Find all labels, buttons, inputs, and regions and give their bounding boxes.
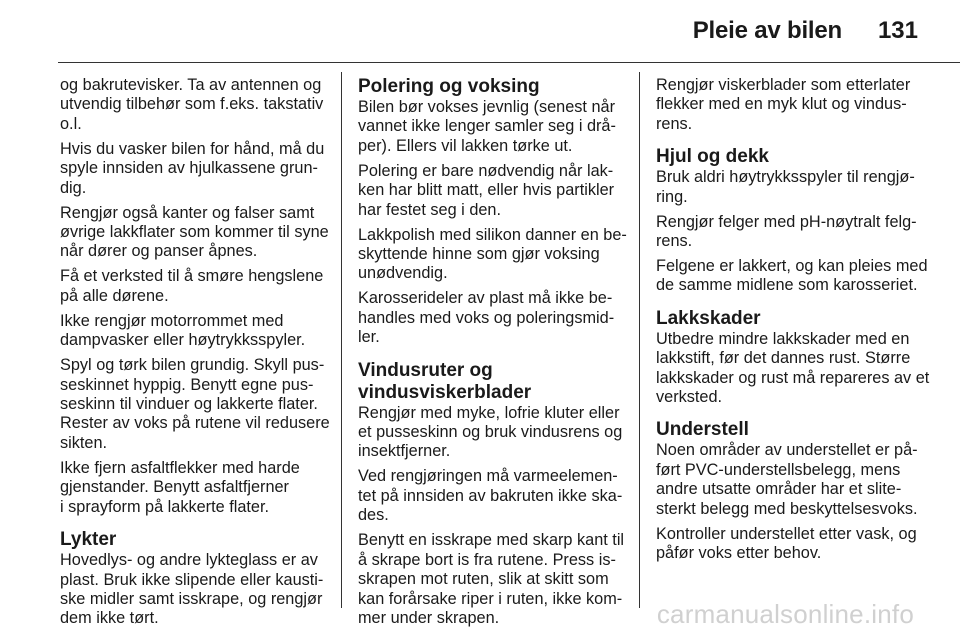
text-line: ler.	[358, 328, 380, 347]
text-line: spyle innsiden av hjulkassene grun-	[60, 159, 318, 178]
text-line: andre utsatte områder har et slite-	[656, 480, 902, 499]
paragraph	[656, 76, 926, 134]
text-line: når dører og panser åpnes.	[60, 242, 258, 261]
text-line: Ikke fjern asfaltflekker med harde	[60, 458, 300, 477]
paragraph	[656, 441, 926, 519]
text-line: skyttende hinne som gjør voksing	[358, 245, 600, 264]
text-line: Karosserideler av plast må ikke be-	[358, 289, 613, 308]
text-line: Bruk aldri høytrykksspyler til rengjø-	[656, 168, 915, 187]
text-line: et pusseskinn og bruk vindusrens og	[358, 423, 623, 442]
text-line: dem ikke tørt.	[60, 609, 159, 628]
paragraph	[60, 356, 332, 453]
text-line: Lakkpolish med silikon danner en be-	[358, 225, 627, 244]
text-line: i sprayform på lakkerte flater.	[60, 497, 270, 516]
text-line: Ikke rengjør motorrommet med	[60, 311, 284, 330]
text-line: lakkskader og rust må repareres av et	[656, 368, 930, 387]
text-line: å skrape bort is fra rutene. Press is-	[358, 550, 616, 569]
text-line: rens.	[656, 232, 693, 251]
paragraph	[656, 213, 926, 252]
text-line: har festet seg i den.	[358, 200, 502, 219]
text-line: ken har blitt matt, eller hvis partikler	[358, 181, 615, 200]
text-line: insektfjerner.	[358, 442, 451, 461]
paragraph	[358, 162, 633, 220]
text-line: mer under skrapen.	[358, 608, 500, 627]
text-line: dampvasker eller høytrykksspyler.	[60, 331, 306, 350]
paragraph	[60, 459, 332, 517]
text-line: tet på innsiden av bakruten ikke ska-	[358, 486, 623, 505]
paragraph	[60, 204, 332, 262]
header-rule	[58, 62, 960, 63]
text-line: verksted.	[656, 388, 723, 407]
text-line: rens.	[656, 114, 693, 133]
text-line: Kontroller understellet etter vask, og	[656, 524, 917, 543]
text-line: Få et verksted til å smøre hengslene	[60, 267, 324, 286]
text-line: flekker med en myk klut og vindus-	[656, 95, 907, 114]
column-2	[358, 76, 633, 634]
text-line: øvrige lakkflater som kommer til syne	[60, 223, 329, 242]
text-line: Polering er bare nødvendig når lak-	[358, 161, 614, 180]
text-line: Bilen bør vokses jevnlig (senest når	[358, 98, 615, 116]
heading-understell: Understell	[656, 419, 749, 441]
paragraph	[358, 289, 633, 347]
paragraph	[358, 467, 633, 525]
text-line: Rengjør felger med pH-nøytralt felg-	[656, 212, 917, 231]
text-line: o.l.	[60, 114, 82, 133]
text-line: seskinn til vinduer og lakkerte flater.	[60, 395, 318, 414]
text-line: des.	[358, 506, 389, 525]
page-header	[0, 0, 960, 62]
paragraph	[60, 140, 332, 198]
text-line: Hvis du vasker bilen for hånd, må du	[60, 139, 325, 158]
text-line: vindusviskerblader	[358, 381, 532, 403]
paragraph	[60, 551, 332, 629]
text-line: handles med voks og poleringsmid-	[358, 308, 615, 327]
text-line: kan forårsake riper i ruten, ikke kom-	[358, 589, 623, 608]
text-line: utvendig tilbehør som f.eks. takstativ	[60, 95, 324, 114]
text-line: Benytt en isskrape med skarp kant til	[358, 531, 625, 550]
paragraph	[358, 531, 633, 628]
text-line: og bakrutevisker. Ta av antennen og	[60, 76, 322, 94]
paragraph	[358, 98, 633, 156]
text-line: sterkt belegg med beskyttelsesvoks.	[656, 499, 918, 518]
heading-vindusruter	[358, 360, 633, 404]
text-line: ført PVC-understellsbelegg, mens	[656, 460, 901, 479]
paragraph	[656, 525, 926, 564]
paragraph	[60, 267, 332, 306]
text-line: Rengjør med myke, lofrie kluter eller	[358, 403, 620, 422]
page-title: Pleie av bilen	[692, 17, 842, 44]
text-line: Noen områder av understellet er på-	[656, 441, 918, 460]
text-line: Rengjør viskerblader som etterlater	[656, 76, 911, 94]
text-line: de samme midlene som karosseriet.	[656, 276, 918, 295]
text-line: gjenstander. Benytt asfaltfjerner	[60, 478, 289, 497]
text-line: Vindusruter og	[358, 359, 493, 381]
paragraph	[60, 312, 332, 351]
paragraph	[358, 226, 633, 284]
column-1	[60, 76, 332, 634]
text-line: dig.	[60, 178, 87, 197]
text-line: Utbedre mindre lakkskader med en	[656, 329, 910, 348]
text-line: sikten.	[60, 433, 108, 452]
text-line: plast. Bruk ikke slipende eller kausti-	[60, 570, 324, 589]
text-line: Felgene er lakkert, og kan pleies med	[656, 257, 928, 276]
page-number: 131	[877, 17, 918, 44]
column-3	[656, 76, 930, 569]
text-line: seskinnet hyppig. Benytt egne pus-	[60, 375, 314, 394]
paragraph	[358, 404, 633, 462]
text-line: lakkstift, før det dannes rust. Større	[656, 349, 911, 368]
text-line: Ved rengjøringen må varmeelemen-	[358, 467, 618, 486]
text-line: Hovedlys- og andre lykteglass er av	[60, 551, 318, 570]
paragraph	[656, 257, 926, 296]
text-line: Spyl og tørk bilen grundig. Skyll pus-	[60, 356, 325, 375]
paragraph	[656, 329, 930, 408]
text-line: vannet ikke lenger samler seg i drå-	[358, 117, 616, 136]
paragraph	[656, 168, 926, 207]
text-line: ske midler samt isskrape, og rengjør	[60, 589, 323, 608]
heading-lakkskader: Lakkskader	[656, 307, 761, 329]
heading-polering: Polering og voksing	[358, 76, 540, 97]
text-line: Rengjør også kanter og falser samt	[60, 203, 315, 222]
text-line: på alle dørene.	[60, 286, 169, 305]
paragraph	[60, 76, 332, 134]
text-line: unødvendig.	[358, 264, 448, 283]
text-line: ring.	[656, 187, 688, 206]
column-divider-2	[639, 72, 640, 608]
heading-hjul-og-dekk: Hjul og dekk	[656, 146, 769, 168]
watermark: carmanualsonline.info	[656, 599, 914, 629]
text-line: skrapen mot ruten, slik at skitt som	[358, 570, 609, 589]
text-line: Rester av voks på rutene vil redusere	[60, 414, 330, 433]
column-divider-1	[341, 72, 342, 608]
text-line: per). Ellers vil lakken tørke ut.	[358, 136, 573, 155]
text-line: påfør voks etter behov.	[656, 544, 822, 563]
heading-lykter: Lykter	[60, 529, 117, 551]
